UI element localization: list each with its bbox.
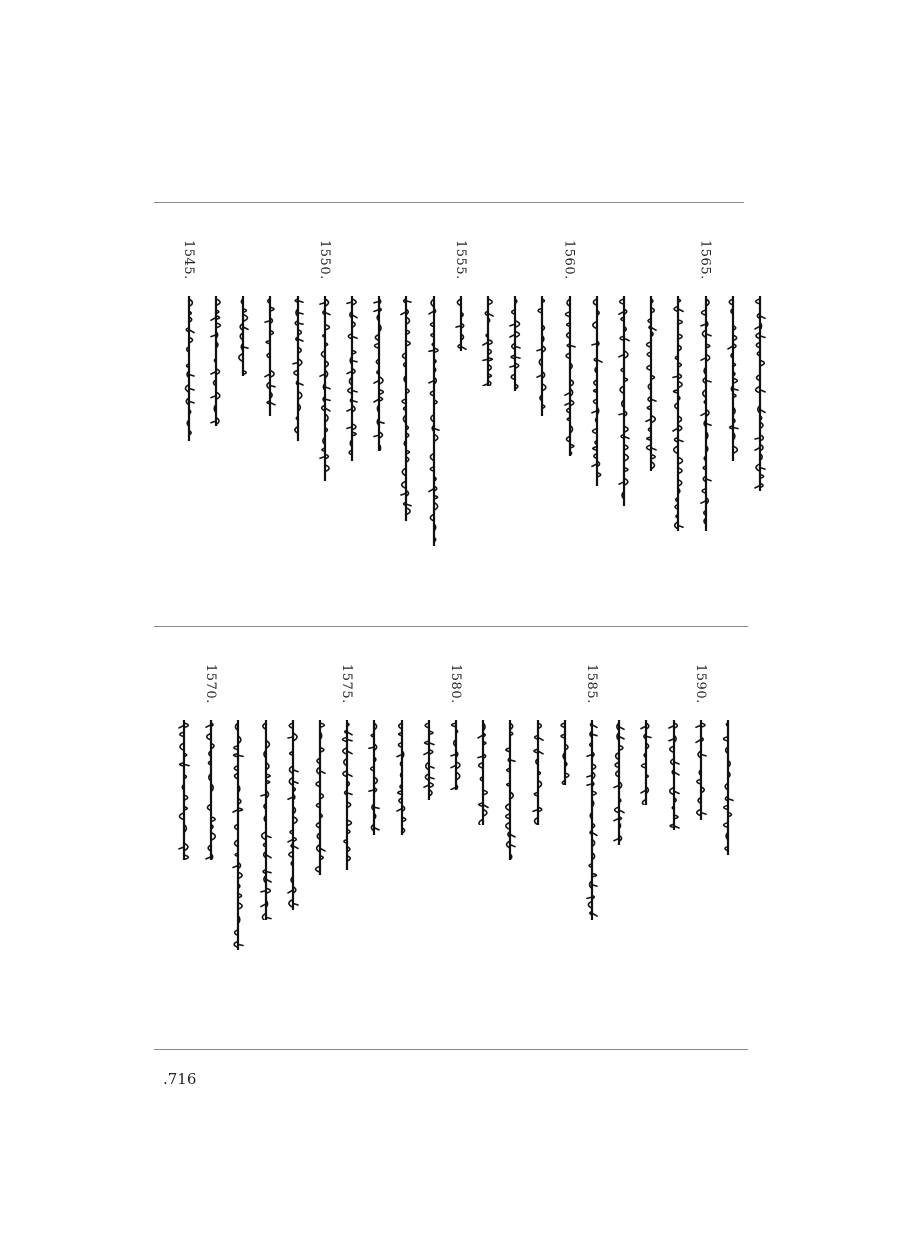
mongolian-verse-line: [691, 720, 711, 820]
line-number: 1580.: [448, 664, 463, 704]
mongolian-verse-line: [392, 720, 412, 835]
mongolian-verse-line: [582, 720, 602, 920]
mongolian-verse-line: [179, 296, 199, 441]
mongolian-verse-line: [718, 720, 738, 855]
mongolian-verse-line: [228, 720, 248, 950]
mongolian-verse-line: [288, 296, 308, 441]
mongolian-verse-line: [424, 296, 444, 546]
bottom-rule: [154, 1049, 748, 1050]
mongolian-verse-line: [664, 720, 684, 830]
middle-rule: [154, 626, 748, 627]
line-number: 1545.: [180, 240, 196, 280]
mongolian-verse-line: [505, 296, 525, 391]
mongolian-verse-line: [446, 720, 466, 790]
mongolian-verse-line: [283, 720, 303, 910]
mongolian-verse-line: [419, 720, 439, 800]
line-number: 1560.: [561, 240, 577, 280]
mongolian-verse-line: [641, 296, 661, 471]
mongolian-verse-line: [174, 720, 194, 860]
mongolian-verse-line: [723, 296, 743, 461]
verse-block-bottom: [160, 664, 760, 924]
mongolian-verse-line: [310, 720, 330, 875]
mongolian-verse-line: [500, 720, 520, 860]
mongolian-verse-line: [478, 296, 498, 386]
line-number: 1550.: [316, 240, 332, 280]
mongolian-verse-line: [206, 296, 226, 426]
mongolian-verse-line: [636, 720, 656, 805]
line-number: 1575.: [339, 664, 355, 704]
mongolian-verse-line: [342, 296, 362, 461]
mongolian-verse-line: [609, 720, 629, 845]
line-number: 1585.: [584, 664, 599, 704]
mongolian-verse-line: [696, 296, 716, 531]
mongolian-verse-line: [201, 720, 221, 860]
mongolian-verse-line: [369, 296, 389, 451]
top-rule: [154, 202, 744, 203]
mongolian-verse-line: [256, 720, 276, 920]
mongolian-verse-line: [750, 296, 770, 491]
mongolian-verse-line: [315, 296, 335, 481]
mongolian-verse-line: [555, 720, 575, 785]
page-number: .716: [163, 1070, 197, 1088]
mongolian-verse-line: [451, 296, 471, 351]
mongolian-verse-line: [528, 720, 548, 825]
mongolian-verse-line: [614, 296, 634, 506]
verse-block-top: [160, 240, 760, 500]
mongolian-verse-line: [473, 720, 493, 825]
mongolian-verse-line: [396, 296, 416, 521]
line-number: 1590.: [692, 664, 708, 704]
mongolian-verse-line: [587, 296, 607, 486]
mongolian-verse-line: [364, 720, 384, 835]
line-number: 1555.: [452, 240, 468, 280]
line-number: 1565.: [697, 240, 713, 280]
mongolian-verse-line: [260, 296, 280, 416]
mongolian-verse-line: [560, 296, 580, 456]
mongolian-verse-line: [337, 720, 357, 870]
line-number: 1570.: [203, 664, 219, 704]
mongolian-verse-line: [233, 296, 253, 376]
mongolian-verse-line: [532, 296, 552, 416]
mongolian-verse-line: [668, 296, 688, 531]
